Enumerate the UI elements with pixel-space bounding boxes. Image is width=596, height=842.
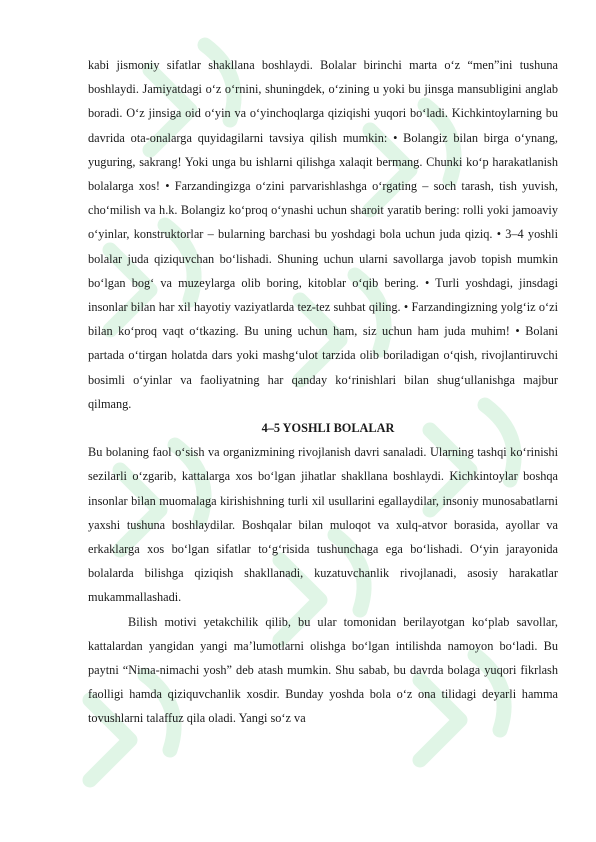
body-paragraph: Bilish motivi yetakchilik qilib, bu ular tomonidan berilayotgan ko‘plab savollar, kattalardan yangidan yangi ma’lumotlarni olishga bo‘lgan intilishda namoyon bo‘ladi. Bu paytni “Nima-nimachi yosh” deb atash mumkin. Shu sabab, bu davrda bolaga yuqori fikrlash faolligi hamda qiziquvchanlik xosdir. Bunday yoshda bola o‘z ona tilidagi deyarli hamma tovushlarni talaffuz qila oladi. Yangi so‘z va bbox=[88, 614, 558, 726]
section-heading: 4–5 YOSHLI BOLALAR bbox=[261, 421, 395, 436]
body-paragraph: kabi jismoniy sifatlar shakllana boshlaydi. Bolalar birinchi marta o‘z “men”ini tushuna boshlaydi. Jamiyatdagi o‘z o‘rnini, shuningdek, o‘zining u yoki bu jinsga mansubligini anglab boradi. O‘z jinsiga oid o‘yin va o‘yinchoqlarga qiziqishi yuqori bo‘ladi. Kichkintoylarning bu davrida ota-onalarga quyidagilarni tavsiya qilish mumkin: • Bolangiz bilan birga o‘ynang, yuguring, sakrang! Yoki unga bu ishlarni qilishga xalaqit bermang. Chunki ko‘p harakatlanish bolalarga xos! • Farzandingizga o‘zini parvarishlashga o‘rgating – soch tarash, tish yuvish, cho‘milish va h.k. Bolangiz ko‘proq o‘ynashi uchun sharoit yaratib bering: rolli yoki jamoaviy o‘yinlar, konstruktorlar – bularning barchasi bu yoshdagi bola uchun juda qiziq. • 3–4 yoshli bolalar juda qiziquvchan bo‘lishadi. Shuning uchun ularni savollarga javob topish mumkin bo‘lgan bog‘ va muzeylarga olib boring, kitoblar o‘qib bering. • Turli yoshdagi, jinsdagi insonlar bilan har xil hayotiy vaziyatlarda tez-tez suhbat qiling. • Farzandingizning yolg‘iz o‘zi bilan ko‘proq vaqt o‘tkazing. Bu uning uchun ham, siz uchun ham juda muhim! • Bolani partada o‘tirgan holatda dars yoki mashg‘ulot tarzida olib boriladigan o‘qish, rivojlantiruvchi bosimli o‘yinlar va faoliyatning har qanday ko‘rinishlari bilan shug‘ullanishga majbur qilmang. bbox=[88, 58, 558, 411]
document-body bbox=[88, 53, 558, 731]
body-paragraph: Bu bolaning faol o‘sish va organizmining rivojlanish davri sanaladi. Ularning tashqi ko‘rinishi sezilarli o‘zgarib, kattalarga xos bo‘lgan jihatlar shakllana boshlaydi. Kichkintoylar boshqa insonlar bilan muomalaga kirishishning turli xil usullarini egallaydilar, insoniy munosabatlarni yaxshi tushuna boshlaydilar. Boshqalar bilan muloqot va xulq-atvor borasida, ayollar va erkaklarga xos bo‘lgan sifatlar to‘g‘risida tushunchaga ega bo‘lishadi. O‘yin jarayonida bolalarda bilishga qiziqish shakllanadi, kuzatuvchanlik rivojlanadi, asosiy harakatlar mukammallashadi. bbox=[88, 445, 558, 605]
